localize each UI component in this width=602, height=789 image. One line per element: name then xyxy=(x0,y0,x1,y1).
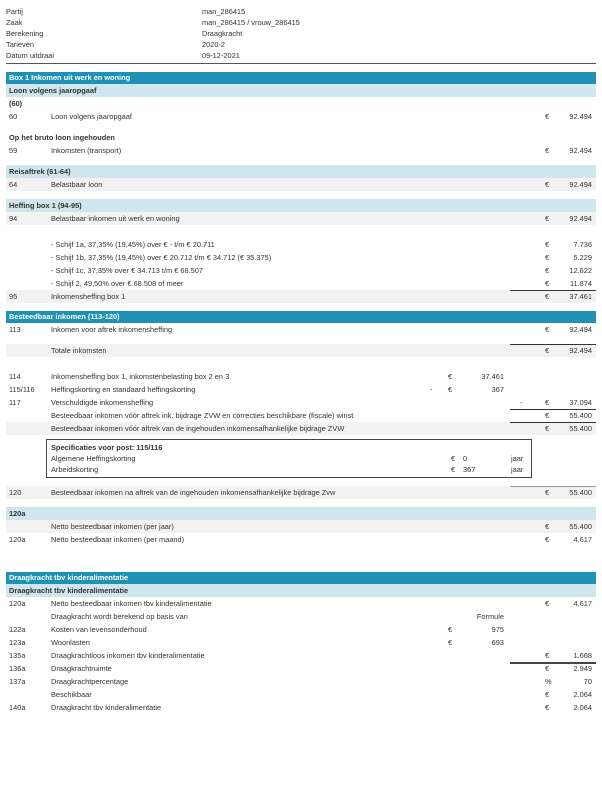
table-row-basis xyxy=(6,610,596,623)
subsection-title: Op het bruto loon ingehouden xyxy=(9,133,115,142)
row-desc: - Schijf 2, 49,50% over € 68.508 of meer xyxy=(51,279,184,288)
currency-symbol: € xyxy=(545,214,550,223)
currency-symbol: € xyxy=(545,522,550,531)
section-header-draagkracht xyxy=(6,572,596,584)
row-code: 120a xyxy=(9,535,26,544)
row-desc: - Schijf 1b, 37,35% (19,45%) over € 20.712 t/m € 34.712 (€ 35.375) xyxy=(51,253,272,262)
table-row-114 xyxy=(6,370,596,383)
meta-value: man_286415 xyxy=(202,7,246,16)
table-row-123a xyxy=(6,636,596,649)
row-code: 117 xyxy=(9,398,21,407)
row-code: 59 xyxy=(9,146,18,155)
subsection-header-draagkracht xyxy=(6,584,596,597)
table-row-netto-jaar xyxy=(6,520,596,533)
minus-sign: - xyxy=(430,385,433,394)
row-amount: 92.494 xyxy=(569,146,592,155)
row-code: 115/116 xyxy=(9,385,35,394)
row-amount: 37.461 xyxy=(481,372,504,381)
currency-symbol: € xyxy=(545,146,550,155)
row-desc: Inkomsten (transport) xyxy=(51,146,122,155)
row-desc: Loon volgens jaaropgaaf xyxy=(51,112,132,121)
table-row-95 xyxy=(6,290,596,303)
subsection-header-reisaftrek xyxy=(6,165,596,178)
currency-symbol: € xyxy=(545,279,550,288)
subsection-header-loon xyxy=(6,84,596,97)
row-amount: 55.400 xyxy=(569,424,592,433)
spacer xyxy=(6,191,596,199)
currency-symbol: € xyxy=(448,638,453,647)
currency-symbol: € xyxy=(545,292,550,301)
table-row-beschikbaar xyxy=(6,688,596,701)
meta-row-berekening xyxy=(6,28,596,39)
spacer xyxy=(6,157,596,165)
row-desc: Belastbaar inkomen uit werk en woning xyxy=(51,214,180,223)
row-desc: Belastbaar loon xyxy=(51,180,103,189)
row-desc: - Schijf 1c, 37,35% over € 34.713 t/m € 68.507 xyxy=(51,266,204,275)
row-amount: 55.400 xyxy=(569,522,592,531)
row-code: 136a xyxy=(9,664,26,673)
table-row-120 xyxy=(6,486,596,499)
row-desc: Totale inkomsten xyxy=(51,346,107,355)
row-code: 122a xyxy=(9,625,26,634)
table-row-117 xyxy=(6,396,596,409)
subsection-title: Loon volgens jaaropgaaf xyxy=(9,86,97,95)
table-row-135a xyxy=(6,649,596,662)
table-row-140a xyxy=(6,701,596,714)
section-header-besteedbaar xyxy=(6,311,596,323)
spec-title: Specificaties voor post: 115/116 xyxy=(51,443,163,452)
row-amount: 2.949 xyxy=(573,664,592,673)
meta-value: Draagkracht xyxy=(202,29,243,38)
row-amount: 4.617 xyxy=(573,599,592,608)
spacer xyxy=(6,357,596,370)
subsection-title: Heffing box 1 (94-95) xyxy=(9,201,82,210)
spec-desc: Arbeidskorting xyxy=(51,465,99,474)
row-amount: 1.668 xyxy=(573,651,592,660)
row-desc: - Schijf 1a, 37,35% (19,45%) over € - t/m € 20.711 xyxy=(51,240,215,249)
row-code: 137a xyxy=(9,677,26,686)
table-row-totaal xyxy=(6,344,596,357)
meta-label: Datum uitdraai xyxy=(6,51,55,60)
currency-symbol: € xyxy=(545,488,550,497)
row-desc: Inkomen voor aftrek inkomensheffing xyxy=(51,325,173,334)
row-desc: Besteedbaar inkomen vóór aftrek ink. bijdrage ZVW en correcties beschikbare (fiscale) winst xyxy=(51,411,354,420)
spacer xyxy=(6,546,596,559)
currency-symbol: € xyxy=(545,599,550,608)
row-code: 123a xyxy=(9,638,26,647)
currency-symbol: € xyxy=(545,424,550,433)
currency-symbol: € xyxy=(545,535,550,544)
currency-symbol: € xyxy=(451,454,456,463)
row-amount: 11.874 xyxy=(569,279,592,288)
spacer xyxy=(6,559,596,572)
subsection-title: 120a xyxy=(9,509,26,518)
row-code: 135a xyxy=(9,651,26,660)
table-row-voor-zvw xyxy=(6,422,596,435)
table-row-122a xyxy=(6,623,596,636)
row-code: 120a xyxy=(9,599,26,608)
row-desc: Besteedbaar inkomen na aftrek van de ingehouden inkomensafhankelijke bijdrage Zvw xyxy=(51,488,336,497)
spacer xyxy=(6,303,596,311)
row-code: 140a xyxy=(9,703,26,712)
meta-label: Tarieven xyxy=(6,40,34,49)
table-row-voor-zvw-fiscaal xyxy=(6,409,596,422)
meta-row-partij xyxy=(6,6,596,17)
meta-value: man_286415 / vrouw_286415 xyxy=(202,18,300,27)
currency-symbol: € xyxy=(545,346,550,355)
row-amount: 92.494 xyxy=(569,214,592,223)
currency-symbol: € xyxy=(545,266,550,275)
spacer xyxy=(6,123,596,131)
row-code: 64 xyxy=(9,180,18,189)
spec-row-algemene-heffingskorting xyxy=(51,453,527,464)
spec-amount: 0 xyxy=(463,454,468,463)
row-desc: Verschuldigde inkomensheffing xyxy=(51,398,154,407)
spacer xyxy=(6,336,596,344)
currency-symbol: € xyxy=(545,664,550,673)
row-amount: 55.400 xyxy=(569,488,592,497)
row-amount: 975 xyxy=(491,625,504,634)
subsection-header-heffing xyxy=(6,199,596,212)
table-row-netto-maand xyxy=(6,533,596,546)
currency-symbol: € xyxy=(545,398,550,407)
subsection-header-bruto xyxy=(6,131,596,144)
row-amount: 92.494 xyxy=(569,346,592,355)
row-amount: 92.494 xyxy=(569,325,592,334)
table-row-schijf-1a xyxy=(6,238,596,251)
currency-symbol: € xyxy=(545,112,550,121)
row-desc: Inkomensheffing box 1, inkomstenbelasting box 2 en 3 xyxy=(51,372,230,381)
minus-sign: - xyxy=(520,398,523,407)
table-row-94 xyxy=(6,212,596,225)
row-code: 120 xyxy=(9,488,22,497)
subsection-title: Draagkracht tbv kinderalimentatie xyxy=(9,586,129,595)
row-amount: 367 xyxy=(491,385,504,394)
currency-symbol: € xyxy=(545,253,550,262)
subsection-title: Reisaftrek (61-64) xyxy=(9,167,71,176)
meta-row-datum xyxy=(6,50,596,61)
row-amount: 5.229 xyxy=(573,253,592,262)
row-amount: 37.461 xyxy=(569,292,592,301)
spacer xyxy=(6,499,596,507)
row-amount: 2.064 xyxy=(573,690,592,699)
section-title: Box 1 Inkomen uit werk en woning xyxy=(9,73,131,82)
subsection-header-120a xyxy=(6,507,596,520)
spec-desc: Algemene Heffingskorting xyxy=(51,454,136,463)
row-amount: 2.064 xyxy=(573,703,592,712)
row-amount: 92.494 xyxy=(569,112,592,121)
currency-symbol: € xyxy=(545,690,550,699)
spacer xyxy=(6,225,596,238)
row-code: 94 xyxy=(9,214,18,223)
table-row-113 xyxy=(6,323,596,336)
table-row-115-116 xyxy=(6,383,596,396)
row-desc: Netto besteedbaar inkomen (per jaar) xyxy=(51,522,174,531)
row-desc: Beschikbaar xyxy=(51,690,92,699)
section-title: Besteedbaar inkomen (113-120) xyxy=(9,312,120,321)
row-code: 114 xyxy=(9,372,21,381)
meta-label: Partij xyxy=(6,7,23,16)
row-desc: Netto besteedbaar inkomen (per maand) xyxy=(51,535,185,544)
table-row-120a xyxy=(6,597,596,610)
spec-row-arbeidskorting xyxy=(51,464,527,475)
row-amount: 70 xyxy=(583,677,592,686)
row-amount: 4.617 xyxy=(573,535,592,544)
row-amount: 7.736 xyxy=(573,240,592,249)
row-desc: Besteedbaar inkomen vóór aftrek van de ingehouden inkomensafhankelijke bijdrage ZVW xyxy=(51,424,345,433)
meta-label: Zaak xyxy=(6,18,23,27)
meta-value: 09-12-2021 xyxy=(202,51,240,60)
code-label: (60) xyxy=(9,99,23,108)
row-desc: Draagkrachtruimte xyxy=(51,664,112,673)
row-desc: Woonlasten xyxy=(51,638,90,647)
row-desc: Draagkrachtpercentage xyxy=(51,677,129,686)
report-body xyxy=(6,72,596,714)
currency-symbol: € xyxy=(451,465,456,474)
meta-label: Berekening xyxy=(6,29,44,38)
currency-symbol: € xyxy=(545,180,550,189)
currency-symbol: € xyxy=(448,372,453,381)
currency-symbol: € xyxy=(545,651,550,660)
section-title: Draagkracht tbv kinderalimentatie xyxy=(9,573,129,582)
row-desc: Kosten van levensonderhoud xyxy=(51,625,147,634)
currency-symbol: € xyxy=(545,240,550,249)
row-desc: Draagkracht tbv kinderalimentatie xyxy=(51,703,162,712)
row-code: 60 xyxy=(9,112,18,121)
row-desc: Heffingskorting en standaard heffingskorting xyxy=(51,385,196,394)
percent-symbol: % xyxy=(545,677,552,686)
currency-symbol: € xyxy=(545,411,550,420)
currency-symbol: € xyxy=(448,625,453,634)
row-amount: 12.622 xyxy=(569,266,592,275)
table-row-schijf-1c xyxy=(6,264,596,277)
currency-symbol: € xyxy=(448,385,453,394)
meta-row-zaak xyxy=(6,17,596,28)
row-desc: Draagkrachtloos inkomen tbv kinderalimentatie xyxy=(51,651,205,660)
row-desc: Netto besteedbaar inkomen tbv kinderalimentatie xyxy=(51,599,212,608)
row-desc: Inkomensheffing box 1 xyxy=(51,292,126,301)
subsection-code xyxy=(6,97,596,110)
currency-symbol: € xyxy=(545,703,550,712)
table-row-schijf-1b xyxy=(6,251,596,264)
specification-box xyxy=(46,439,532,478)
row-amount: 693 xyxy=(491,638,504,647)
row-amount: 92.494 xyxy=(569,180,592,189)
spec-unit: jaar xyxy=(511,454,524,463)
section-header-box1 xyxy=(6,72,596,84)
table-row-137a xyxy=(6,675,596,688)
table-row-64 xyxy=(6,178,596,191)
spec-unit: jaar xyxy=(511,465,524,474)
row-code: 113 xyxy=(9,325,21,334)
meta-value: 2020-2 xyxy=(202,40,226,49)
meta-row-tarieven xyxy=(6,39,596,50)
table-row-60 xyxy=(6,110,596,123)
basis-value: Formule xyxy=(476,612,504,621)
table-row-59 xyxy=(6,144,596,157)
report-meta xyxy=(6,6,596,64)
row-amount: 37.094 xyxy=(569,398,592,407)
currency-symbol: € xyxy=(545,325,550,334)
row-desc: Draagkracht wordt berekend op basis van xyxy=(51,612,188,621)
table-row-136a xyxy=(6,662,596,675)
table-row-schijf-2 xyxy=(6,277,596,290)
row-amount: 55.400 xyxy=(569,411,592,420)
row-code: 95 xyxy=(9,292,18,301)
spec-amount: 367 xyxy=(463,465,476,474)
